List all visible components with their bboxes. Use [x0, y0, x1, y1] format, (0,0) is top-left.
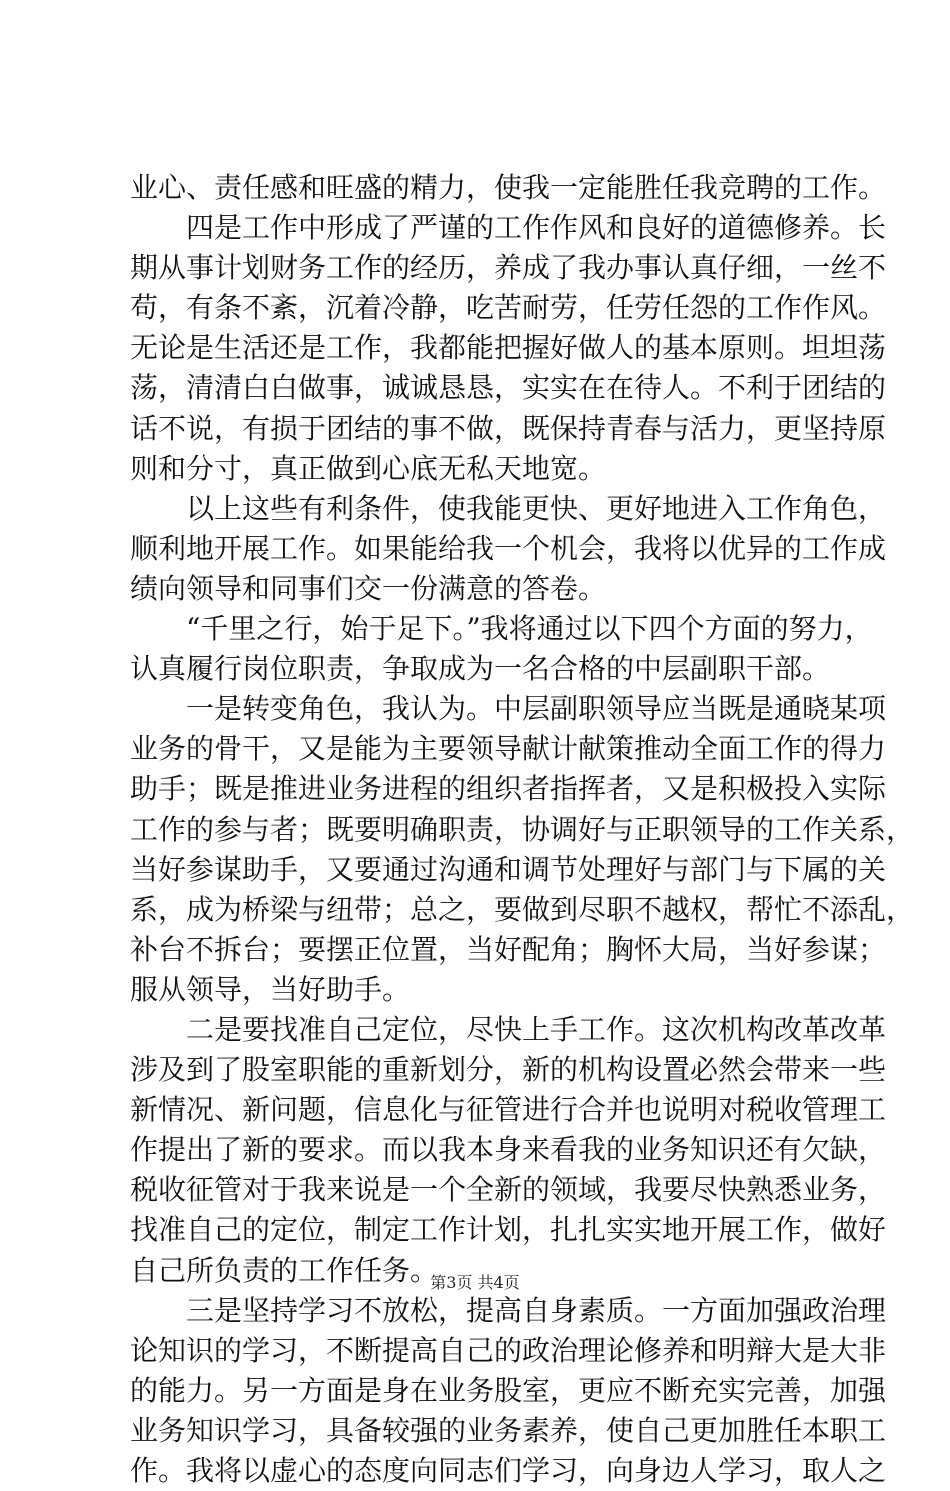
text-line: 税收征管对于我来说是一个全新的领域，我要尽快熟悉业务， [130, 1173, 887, 1207]
text-line: 新情况、新问题，信息化与征管进行合并也说明对税收管理工 [130, 1093, 887, 1127]
text-line: 荡，清清白白做事，诚诚恳恳，实实在在待人。不利于团结的 [130, 371, 887, 405]
text-line: 绩向领导和同事们交一份满意的答卷。 [130, 571, 607, 605]
text-line: 当好参谋助手，又要通过沟通和调节处理好与部门与下属的关 [130, 852, 887, 886]
text-line: 业务的骨干，又是能为主要领导献计献策推动全面工作的得力 [130, 732, 887, 766]
text-line: 系，成为桥梁与纽带；总之，要做到尽职不越权，帮忙不添乱， [130, 892, 915, 926]
text-line: 认真履行岗位职责，争取成为一名合格的中层副职干部。 [130, 652, 831, 686]
text-line: 业务知识学习，具备较强的业务素养，使自己更加胜任本职工 [130, 1413, 887, 1447]
text-line: 自己所负责的工作任务。 [130, 1253, 439, 1287]
text-line: 的能力。另一方面是身在业务股室，更应不断充实完善，加强 [130, 1373, 887, 1407]
text-line: 涉及到了股室职能的重新划分，新的机构设置必然会带来一些 [130, 1053, 887, 1087]
text-line: 作。我将以虚心的态度向同志们学习，向身边人学习，取人之 [130, 1454, 887, 1487]
text-line: 二是要找准自己定位，尽快上手工作。这次机构改革改革 [130, 1012, 887, 1046]
text-line: 期从事计划财务工作的经历，养成了我办事认真仔细，一丝不 [130, 251, 887, 285]
text-line: 作提出了新的要求。而以我本身来看我的业务知识还有欠缺， [130, 1133, 887, 1167]
text-line: 顺利地开展工作。如果能给我一个机会，我将以优异的工作成 [130, 531, 887, 565]
text-line: 三是坚持学习不放松，提高自身素质。一方面加强政治理 [130, 1293, 887, 1327]
page-footer: 第3页 共4页 [430, 1273, 520, 1292]
text-line: 以上这些有利条件，使我能更快、更好地进入工作角色， [130, 491, 887, 525]
text-line: 论知识的学习，不断提高自己的政治理论修养和明辩大是大非 [130, 1333, 887, 1367]
text-line: 则和分寸，真正做到心底无私天地宽。 [130, 451, 607, 485]
text-line: 补台不拆台；要摆正位置，当好配角；胸怀大局，当好参谋； [130, 932, 887, 966]
text-line: 一是转变角色，我认为。中层副职领导应当既是通晓某项 [130, 692, 887, 726]
text-line: 找准自己的定位，制定工作计划，扎扎实实地开展工作，做好 [130, 1213, 887, 1247]
text-line: 四是工作中形成了严谨的工作作风和良好的道德修养。长 [130, 211, 887, 245]
text-line: 助手；既是推进业务进程的组织者指挥者，又是积极投入实际 [130, 772, 887, 806]
text-line: 业心、责任感和旺盛的精力，使我一定能胜任我竞聘的工作。 [130, 171, 887, 204]
text-line: 无论是生活还是工作，我都能把握好做人的基本原则。坦坦荡 [130, 331, 887, 365]
text-line: 话不说，有损于团结的事不做，既保持青春与活力，更坚持原 [130, 411, 887, 445]
text-line: 工作的参与者；既要明确职责，协调好与正职领导的工作关系， [130, 812, 915, 846]
text-line: 苟，有条不紊，沉着冷静，吃苦耐劳，任劳任怨的工作作风。 [130, 291, 887, 325]
text-line: 服从领导，当好助手。 [130, 972, 411, 1006]
text-line: “千里之行，始于足下。”我将通过以下四个方面的努力， [130, 612, 873, 646]
